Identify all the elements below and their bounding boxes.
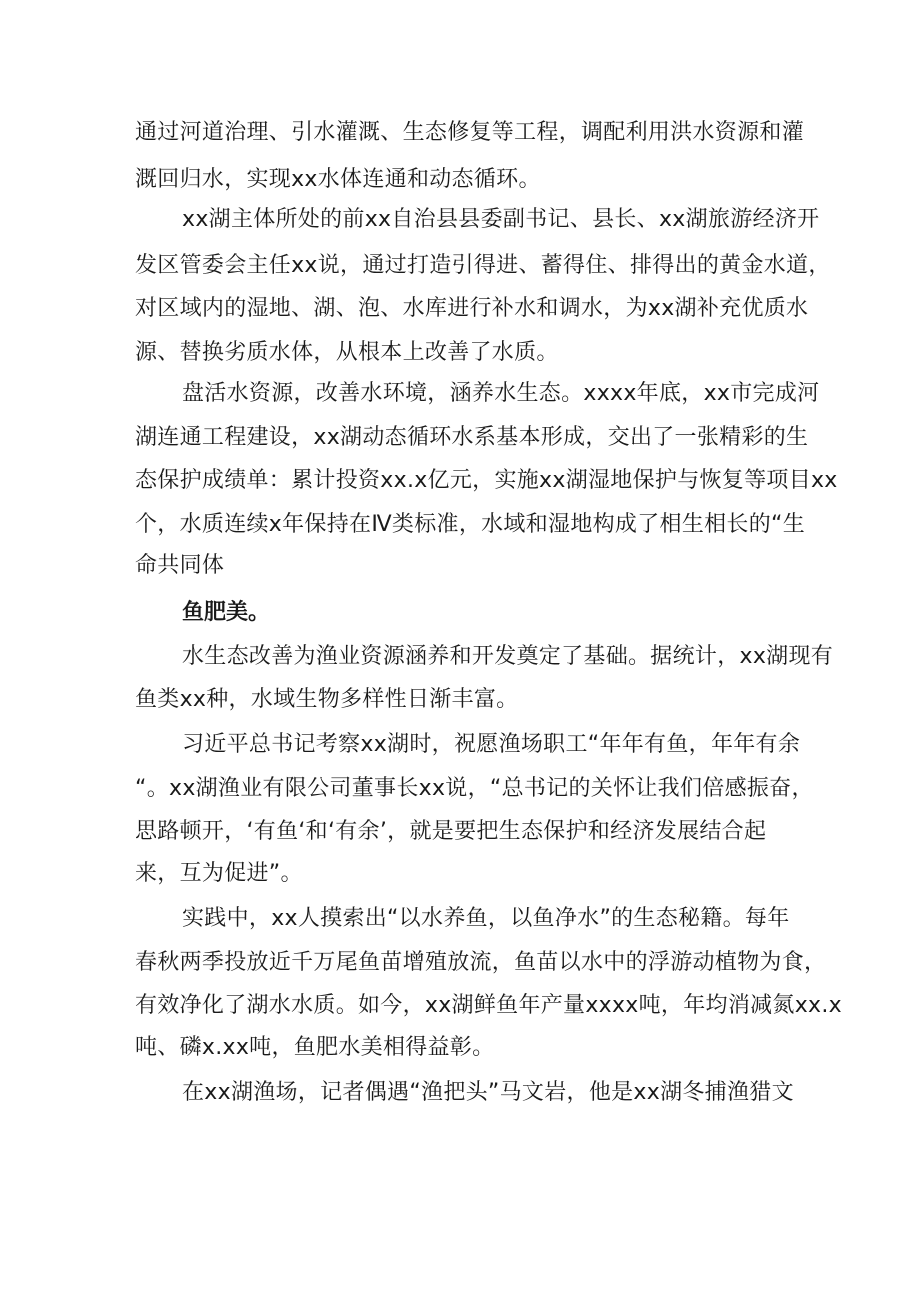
text-line: 水生态改善为渔业资源涵养和开发奠定了基础。据统计，xx湖现有 <box>182 644 834 669</box>
text-line: 态保护成绩单：累计投资xx.x亿元，实施xx湖湿地保护与恢复等项目xx <box>135 468 838 493</box>
text-line: “。xx湖渔业有限公司董事长xx说，“总书记的关怀让我们倍感振奋， <box>135 776 814 801</box>
text-line: 鱼类xx种，水域生物多样性日渐丰富。 <box>135 687 519 712</box>
text-line: 命共同体 <box>135 553 225 578</box>
text-line: 春秋两季投放近千万尾鱼苗增殖放流，鱼苗以水中的浮游动植物为食， <box>135 950 827 975</box>
text-line: 实践中，xx人摸索出“以水养鱼，以鱼净水”的生态秘籍。每年 <box>182 906 790 931</box>
text-line: 通过河道治理、引水灌溉、生态修复等工程，调配利用洪水资源和灌 <box>135 120 805 145</box>
text-line: 来，互为促进”。 <box>135 861 303 886</box>
text-line: 发区管委会主任xx说，通过打造引得进、蓄得住、排得出的黄金水道， <box>135 253 831 278</box>
text-line: 个，水质连续x年保持在Ⅳ类标准，水域和湿地构成了相生相长的“生 <box>135 512 806 537</box>
text-line: 在xx湖渔场，记者偶遇“渔把头”马文岩，他是xx湖冬捕渔猎文 <box>182 1080 794 1105</box>
text-line: 盘活水资源，改善水环境，涵养水生态。xxxx年底，xx市完成河 <box>182 381 820 406</box>
text-line: 源、替换劣质水体，从根本上改善了水质。 <box>135 340 559 365</box>
section-heading: 鱼肥美。 <box>182 600 271 625</box>
text-line: 湖连通工程建设，xx湖动态循环水系基本形成，交出了一张精彩的生 <box>135 425 809 450</box>
text-line: xx湖主体所处的前xx自治县县委副书记、县长、xx湖旅游经济开 <box>182 207 820 232</box>
text-line: 习近平总书记考察xx湖时，祝愿渔场职工“年年有鱼，年年有余 <box>182 732 801 757</box>
text-line: 对区域内的湿地、湖、泡、水库进行补水和调水，为xx湖补充优质水 <box>135 296 809 321</box>
text-line: 思路顿开，‘有鱼‘和‘有余’，就是要把生态保护和经济发展结合起 <box>135 819 767 844</box>
text-line: 有效净化了湖水水质。如今，xx湖鲜鱼年产量xxxx吨，年均消减氮xx.x <box>135 993 842 1018</box>
text-line: 溉回归水，实现xx水体连通和动态循环。 <box>135 167 541 192</box>
text-line: 吨、磷x.xx吨，鱼肥水美相得益彰。 <box>135 1035 495 1060</box>
